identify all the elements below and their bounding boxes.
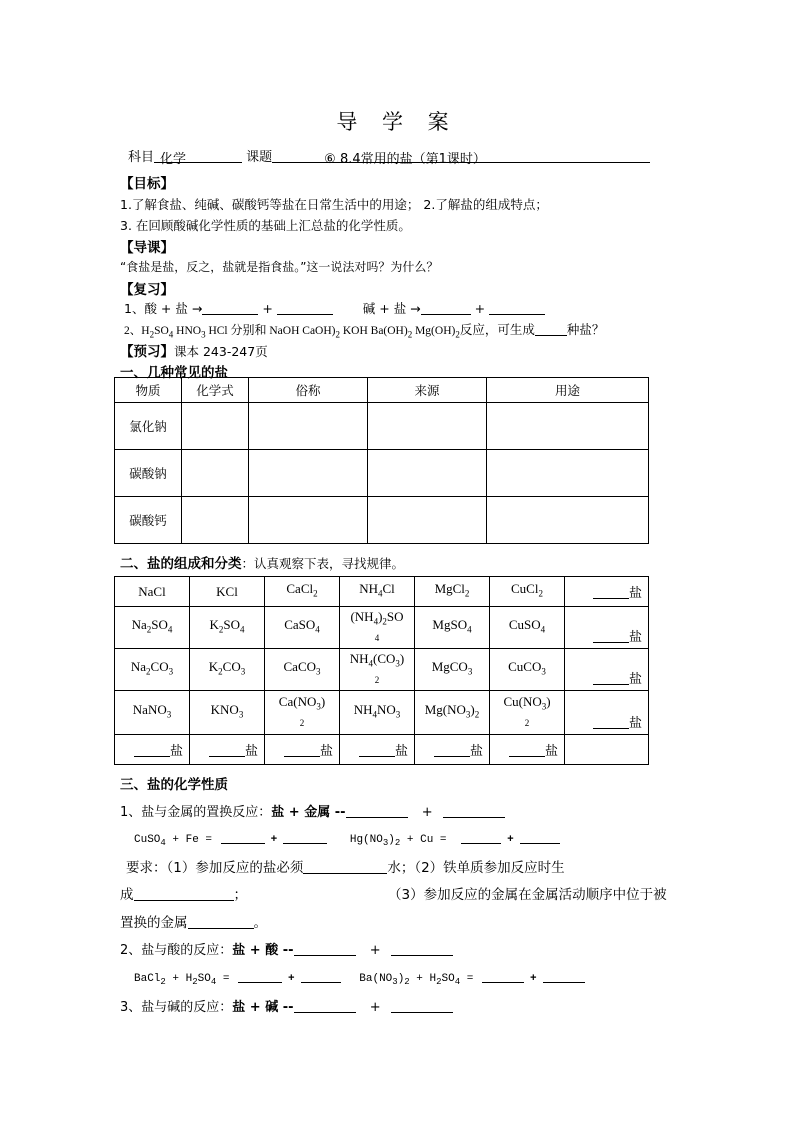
- formula-cell: $NH_4(CO_3)$ 2: [340, 649, 415, 691]
- table-row: [115, 577, 649, 607]
- table-cell: [249, 403, 368, 450]
- table-cell: [368, 403, 487, 450]
- table-row: [115, 403, 649, 450]
- table-cell: [368, 497, 487, 544]
- reaction-1-line: 1、盐与金属的置换反应：盐 + 金属 -- +: [120, 801, 505, 820]
- table-cell: [565, 735, 649, 765]
- section1-heading: 一、几种常见的盐: [120, 365, 228, 381]
- intro-heading: 【导课】: [120, 240, 174, 256]
- goal-line-1: 1.了解食盐、纯碱、碳酸钙等盐在日常生活中的用途； 2.了解盐的组成特点；: [120, 197, 548, 212]
- formula-cell: $Ca(NO_3)$ 2: [265, 691, 340, 735]
- formula-cell: CaCO$_3$: [265, 649, 340, 691]
- salt-class-cell: 盐: [190, 735, 265, 765]
- salt-class-cell: 盐: [565, 577, 649, 607]
- formula-cell: $K_2CO_3$: [190, 649, 265, 691]
- formula-cell: CaCl$_2$: [265, 577, 340, 607]
- table-row: [115, 607, 649, 649]
- formula-cell: MgCl$_2$: [415, 577, 490, 607]
- row-label: 碳酸钙: [115, 497, 182, 544]
- reaction-2-equations: BaCl$_2$ + $H_2SO_4$ = + $Ba(NO_3)_2 + H_2SO_4$ = +: [134, 968, 585, 987]
- formula-cell: CuCl$_2$: [490, 577, 565, 607]
- formula-cell: $K_2SO_4$: [190, 607, 265, 649]
- table-row: [115, 735, 649, 765]
- salt-class-cell: 盐: [565, 649, 649, 691]
- salt-class-cell: 盐: [565, 607, 649, 649]
- lesson-label: 课题: [246, 150, 273, 165]
- table-row: [115, 649, 649, 691]
- formula-cell: $(NH_4)_2SO$ 4: [340, 607, 415, 649]
- goal-heading: 【目标】: [120, 176, 174, 192]
- salt-class-cell: 盐: [490, 735, 565, 765]
- section2-heading-line: [120, 552, 404, 572]
- col-header: 化学式: [182, 378, 249, 403]
- blank: [489, 300, 545, 315]
- goal-line-2: 3. 在回顾酸碱化学性质的基础上汇总盐的化学性质。: [120, 218, 411, 233]
- review-item-1: 1、酸 + 盐 → + 碱 + 盐 → +: [124, 299, 545, 317]
- table-row: [115, 450, 649, 497]
- formula-cell: $Cu(NO_3)$ 2: [490, 691, 565, 735]
- formula-cell: $Na_2SO_4$: [115, 607, 190, 649]
- table-cell: [487, 450, 649, 497]
- table-cell: [368, 450, 487, 497]
- lesson-field: [272, 148, 650, 167]
- subject-label: 科目: [128, 150, 155, 165]
- reaction-2-line: 2、盐与酸的反应：盐 + 酸 -- +: [120, 939, 453, 958]
- formula-cell: CuCO$_3$: [490, 649, 565, 691]
- blank: [535, 321, 567, 336]
- meta-line: [128, 146, 650, 165]
- salt-classification-table: [114, 576, 649, 765]
- row-label: 氯化钠: [115, 403, 182, 450]
- col-header: 俗称: [249, 378, 368, 403]
- blank: [277, 300, 333, 315]
- formula-cell: $Mg(NO_3)_2$: [415, 691, 490, 735]
- section2-subtext: ：认真观察下表，寻找规律。: [241, 556, 405, 571]
- subject-field: [154, 148, 242, 167]
- formula-cell: CuSO$_4$: [490, 607, 565, 649]
- formula-cell: $KNO_3$: [190, 691, 265, 735]
- col-header: 用途: [487, 378, 649, 403]
- salt-class-cell: 盐: [115, 735, 190, 765]
- page-title: 导 学 案: [336, 110, 458, 134]
- review-item-2: 2、$H_2SO_4$ $HNO_3$ HCl 分别和 NaOH $CaOH)_2$ KOH $Ba(OH)_2$ $Mg(OH)_2$反应，可生成 种盐？: [124, 322, 605, 340]
- section2-heading: 二、盐的组成和分类: [120, 556, 242, 572]
- lesson-value: ⑥ 8.4常用的盐（第1课时）: [324, 152, 486, 167]
- table-row: [115, 691, 649, 735]
- salt-class-cell: 盐: [265, 735, 340, 765]
- preview-line: 【预习】课本 243-247页: [120, 344, 268, 360]
- formula-cell: KCl: [190, 577, 265, 607]
- formula-cell: MgSO$_4$: [415, 607, 490, 649]
- intro-text: “食盐是盐，反之，盐就是指食盐。”这一说法对吗？为什么？: [120, 260, 439, 274]
- reaction-1-equations: CuSO$_4$ + Fe = + $Hg(NO_3)_2 + Cu$ = +: [134, 829, 560, 848]
- table-cell: [487, 497, 649, 544]
- requirement-line-2: 成 ；: [120, 887, 247, 903]
- table-cell: [182, 497, 249, 544]
- table-header-row: [115, 378, 649, 403]
- col-header: 来源: [368, 378, 487, 403]
- requirement-line-3: （3）参加反应的金属在金属活动顺序中位于被: [388, 887, 667, 903]
- requirement-line-1: 要求：（1）参加反应的盐必须 水；（2）铁单质参加反应时生: [126, 860, 565, 876]
- salt-class-cell: 盐: [415, 735, 490, 765]
- formula-cell: CaSO$_4$: [265, 607, 340, 649]
- section3-heading: 三、盐的化学性质: [120, 777, 228, 793]
- blank: [202, 300, 258, 315]
- formula-cell: MgCO$_3$: [415, 649, 490, 691]
- salt-class-cell: 盐: [565, 691, 649, 735]
- table-cell: [249, 497, 368, 544]
- formula-cell: NaNO$_3$: [115, 691, 190, 735]
- table-row: [115, 497, 649, 544]
- formula-cell: $Na_2CO_3$: [115, 649, 190, 691]
- salt-class-cell: 盐: [340, 735, 415, 765]
- formula-cell: $NH_4Cl$: [340, 577, 415, 607]
- reaction-3-line: 3、盐与碱的反应：盐 + 碱 -- +: [120, 996, 453, 1015]
- table-cell: [249, 450, 368, 497]
- table-cell: [487, 403, 649, 450]
- common-salts-table: [114, 377, 649, 544]
- table-cell: [182, 450, 249, 497]
- subject-value: 化学: [160, 152, 187, 167]
- row-label: 碳酸钠: [115, 450, 182, 497]
- formula-cell: NaCl: [115, 577, 190, 607]
- requirement-line-4: 置换的金属 。: [120, 915, 267, 931]
- formula-cell: $NH_4NO_3$: [340, 691, 415, 735]
- blank: [421, 300, 471, 315]
- col-header: 物质: [115, 378, 182, 403]
- review-heading: 【复习】: [120, 282, 174, 298]
- table-cell: [182, 403, 249, 450]
